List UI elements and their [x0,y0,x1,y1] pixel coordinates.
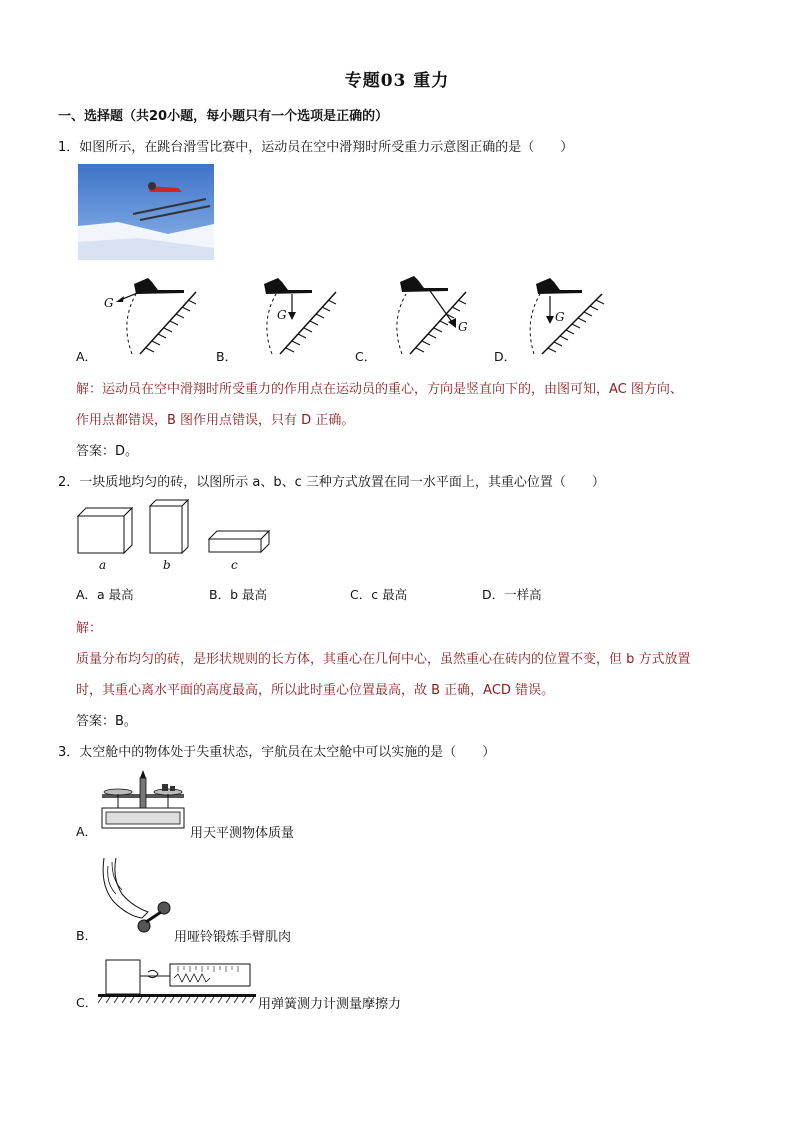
balance-scale-figure [98,768,190,832]
q2-stem: 2．一块质地均匀的砖，以图所示 a、b、c 三种方式放置在同一水平面上，其重心位置（ ） [58,475,605,490]
q2-bricks-figure [74,498,274,556]
q1-diagram-c [376,272,486,356]
g-label-d: G [555,310,565,324]
spring-scale-figure [98,956,258,1008]
g-label-a: G [104,296,114,310]
q1-option-d[interactable]: D． [494,349,517,364]
section-heading: 一、选择题（共20小题，每小题只有一个选项是正确的） [58,109,389,124]
q1-option-c[interactable]: C． [355,349,377,364]
g-label-c: G [458,320,468,334]
page-title: 专题03 重力 [344,71,450,91]
q1-option-b[interactable]: B． [216,349,238,364]
brick-label-b: b [163,558,171,572]
q3-stem: 3．太空舱中的物体处于失重状态，宇航员在太空舱中可以实施的是（ ） [58,745,496,760]
q3-option-b-letter[interactable]: B． [76,928,98,943]
dumbbell-arm-figure [98,856,176,936]
q1-diagram-d [516,272,626,356]
q2-solution-line2: 时，其重心离水平面的高度最高，所以此时重心位置最高，故 B 正确，ACD 错误。 [76,683,555,698]
brick-label-c: c [231,558,238,572]
q2-option-a[interactable]: A．a 最高 [76,587,134,602]
q2-solution-line1: 质量分布均匀的砖，是形状规则的长方体，其重心在几何中心，虽然重心在砖内的位置不变，但 b 方式放置 [76,652,691,667]
q3-option-a-text[interactable]: 用天平测物体质量 [190,826,295,841]
q1-option-a[interactable]: A． [76,349,98,364]
q2-answer: 答案：B。 [76,714,137,729]
q1-solution-line1: 解：运动员在空中滑翔时所受重力的作用点在运动员的重心，方向是竖直向下的，由图可知，AC 图方向、 [76,382,683,397]
q3-option-c-text[interactable]: 用弹簧测力计测量摩擦力 [258,997,402,1012]
q2-solution-head: 解： [76,621,103,636]
q1-diagram-b [236,272,346,356]
q1-stem: 1．如图所示，在跳台滑雪比赛中，运动员在空中滑翔时所受重力示意图正确的是（ ） [58,140,574,155]
brick-label-a: a [99,558,107,572]
q1-diagram-a [96,272,206,356]
q2-option-d[interactable]: D．一样高 [482,587,542,602]
g-label-b: G [277,308,287,322]
q3-option-c-letter[interactable]: C． [76,995,98,1010]
q3-option-b-text[interactable]: 用哑铃锻炼手臂肌肉 [174,930,292,945]
ski-jump-photo [78,164,214,260]
q2-option-b[interactable]: B．b 最高 [209,587,267,602]
q1-answer: 答案：D。 [76,444,139,459]
q3-option-a-letter[interactable]: A． [76,824,98,839]
q1-solution-line2: 作用点都错误，B 图作用点错误，只有 D 正确。 [76,413,355,428]
q2-option-c[interactable]: C．c 最高 [350,587,408,602]
